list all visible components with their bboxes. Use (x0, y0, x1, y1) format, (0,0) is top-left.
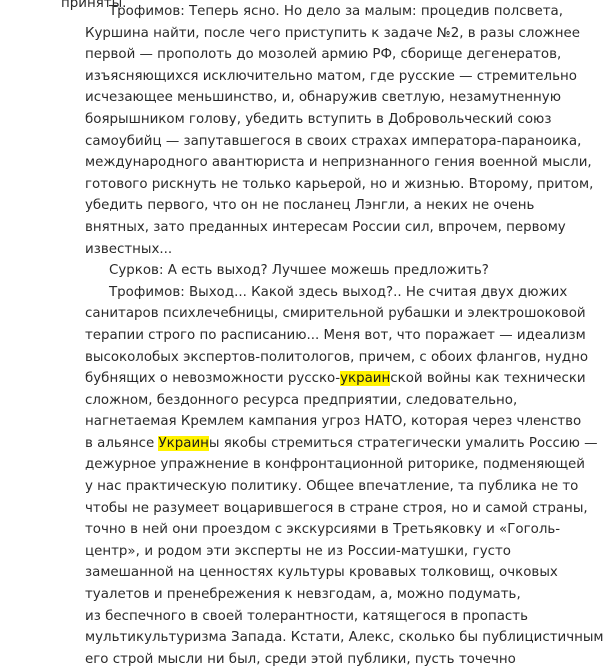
paragraph-trofimov-2 (61, 282, 604, 670)
text-line: внятных, зато преданных интересам России сил, впрочем, первому (85, 219, 566, 235)
text-line: санитаров психлечебницы, смирительной рубашки и электрошоковой (85, 306, 586, 322)
text-line: мультикультуризма Запада. Кстати, Алекс, сколько бы публицистичным (85, 630, 604, 646)
text-line: международного авантюриста и непризнанного гения военной мысли, (85, 155, 592, 171)
document-page (61, 0, 604, 670)
text-line: чтобы не разумеет воцарившегося в стране строя, но и самой страны, (85, 500, 588, 516)
text-line: точно в ней они проездом с экскурсиями в Третьяковку и «Гоголь- (85, 522, 561, 538)
text-line: готового рискнуть не только карьерой, но и жизнью. Второму, притом, (85, 176, 594, 192)
cut-off-line: приняты. (61, 0, 127, 11)
text-line: его строй мысли ни был, среди этой публики, пусть точечно (85, 651, 516, 667)
text-line: из беспечного в своей толерантности, катящегося в пропасть (85, 608, 528, 624)
text-line-highlighted (61, 368, 586, 390)
text-line: Трофимов: Выход... Какой здесь выход?.. Не считая двух дюжих (109, 284, 568, 300)
text-line: нагнетаемая Кремлем кампания угроз НАТО, которая через членство (85, 414, 582, 430)
text-fragment: в альянсе (85, 435, 159, 451)
text-line: Куршина найти, после чего приступить к задаче №2, в разы сложнее (85, 25, 580, 41)
text-line: замешанной на ценностях культуры кровавых толковищ, очковых (85, 565, 558, 581)
text-line: убедить первого, что он не посланец Лэнгли, а неких не очень (85, 198, 535, 214)
text-line: сложном, бездонного ресурса предприятии, следовательно, (85, 392, 518, 408)
text-line: первой — прополоть до мозолей армию РФ, сборище дегенератов, (85, 47, 562, 63)
text-line: высоколобых экспертов-политологов, причем, с обоих флангов, нудно (85, 349, 589, 365)
text-line: исчезающее меньшинство, и, обнаружив светлую, незамутненную (85, 90, 561, 106)
text-fragment: бубнящих о невозможности русско- (85, 371, 341, 387)
text-line: у нас практическую политику. Общее впечатление, та публика не то (85, 479, 579, 495)
text-line: дежурное упражнение в конфронтационной риторике, подменяющей (85, 457, 585, 473)
text-line: терапии строго по расписанию... Меня вот, что поражает — идеализм (85, 327, 586, 343)
text-line: центр», и родом эти эксперты не из России-матушки, густо (85, 543, 511, 559)
text-line: туалетов и пренебрежения к невзгодам, а, можно подумать, (85, 587, 521, 603)
text-line: самоубийц — запутавшегося в своих страхах императора-параноика, (85, 133, 582, 149)
text-line: Сурков: А есть выход? Лучшее можешь предложить? (109, 263, 489, 279)
text-fragment: ы якобы стремиться стратегически умалить Россию — (208, 435, 598, 451)
search-highlight: украин (340, 371, 391, 387)
text-line: известных... (85, 241, 173, 257)
text-line: боярышником голову, убедить вступить в Добровольческий союз (85, 111, 552, 127)
paragraph-surkov (61, 260, 511, 282)
text-line-highlighted (61, 433, 598, 455)
text-line: изъясняющихся исключительно матом, где русские — стремительно (85, 68, 577, 84)
search-highlight: Украин (158, 435, 209, 451)
paragraph-trofimov-1 (61, 1, 594, 260)
text-line: Трофимов: Теперь ясно. Но дело за малым: процедив полсвета, (109, 4, 564, 19)
text-fragment: ской войны как технически (390, 371, 586, 387)
